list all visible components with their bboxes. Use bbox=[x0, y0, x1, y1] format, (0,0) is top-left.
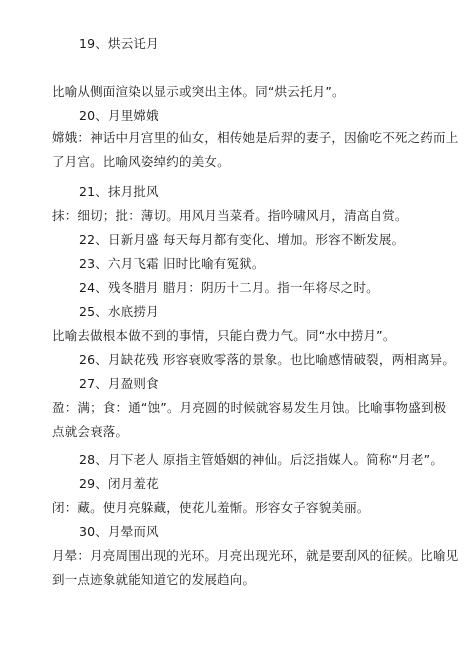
entry-21-body-line-1: 抹：细切；批：薄切。用风月当菜肴。指吟啸风月，清高自赏。 bbox=[52, 208, 408, 223]
entry-23-title: 23、六月飞霜 旧时比喻有冤狱。 bbox=[79, 256, 265, 271]
entry-24-title: 24、残冬腊月 腊月：阴历十二月。指一年将尽之时。 bbox=[79, 280, 379, 295]
entry-20-body-line-1: 嫦娥：神话中月宫里的仙女，相传她是后羿的妻子，因偷吃不死之药而上 bbox=[52, 130, 459, 145]
entry-29-body-line-1: 闭：藏。使月亮躲藏，使花儿羞惭。形容女子容貌美丽。 bbox=[52, 500, 370, 515]
entry-30-body-line-2: 到一点迹象就能知道它的发展趋向。 bbox=[52, 572, 256, 587]
entry-30-title: 30、月晕而风 bbox=[79, 524, 159, 539]
entry-21-title: 21、抹月批风 bbox=[79, 184, 159, 199]
entry-30-body-line-1: 月晕：月亮周围出现的光环。月亮出现光环，就是要刮风的征候。比喻见 bbox=[52, 548, 459, 563]
entry-28-title: 28、月下老人 原指主管婚姻的神仙。后泛指媒人。简称“月老”。 bbox=[79, 452, 444, 467]
entry-20-title: 20、月里嫦娥 bbox=[79, 108, 159, 123]
entry-25-title: 25、水底捞月 bbox=[79, 304, 159, 319]
entry-22-title: 22、日新月盛 每天每月都有变化、增加。形容不断发展。 bbox=[79, 232, 405, 247]
entry-27-body-line-1: 盈：满；食：通“蚀”。月亮圆的时候就容易发生月蚀。比喻事物盛到极 bbox=[52, 400, 447, 415]
entry-19-body-line-1: 比喻从侧面渲染以显示或突出主体。同“烘云托月”。 bbox=[52, 84, 345, 99]
entry-27-body-line-2: 点就会衰落。 bbox=[52, 424, 129, 439]
entry-19-title: 19、烘云讬月 bbox=[79, 36, 159, 51]
entry-27-title: 27、月盈则食 bbox=[79, 376, 159, 391]
entry-25-body-line-1: 比喻去做根本做不到的事情，只能白费力气。同“水中捞月”。 bbox=[52, 328, 396, 343]
entry-20-body-line-2: 了月宫。比喻风姿绰约的美女。 bbox=[52, 154, 230, 169]
entry-26-title: 26、月缺花残 形容衰败零落的景象。也比喻感情破裂，两相离异。 bbox=[79, 352, 456, 367]
entry-29-title: 29、闭月羞花 bbox=[79, 476, 159, 491]
